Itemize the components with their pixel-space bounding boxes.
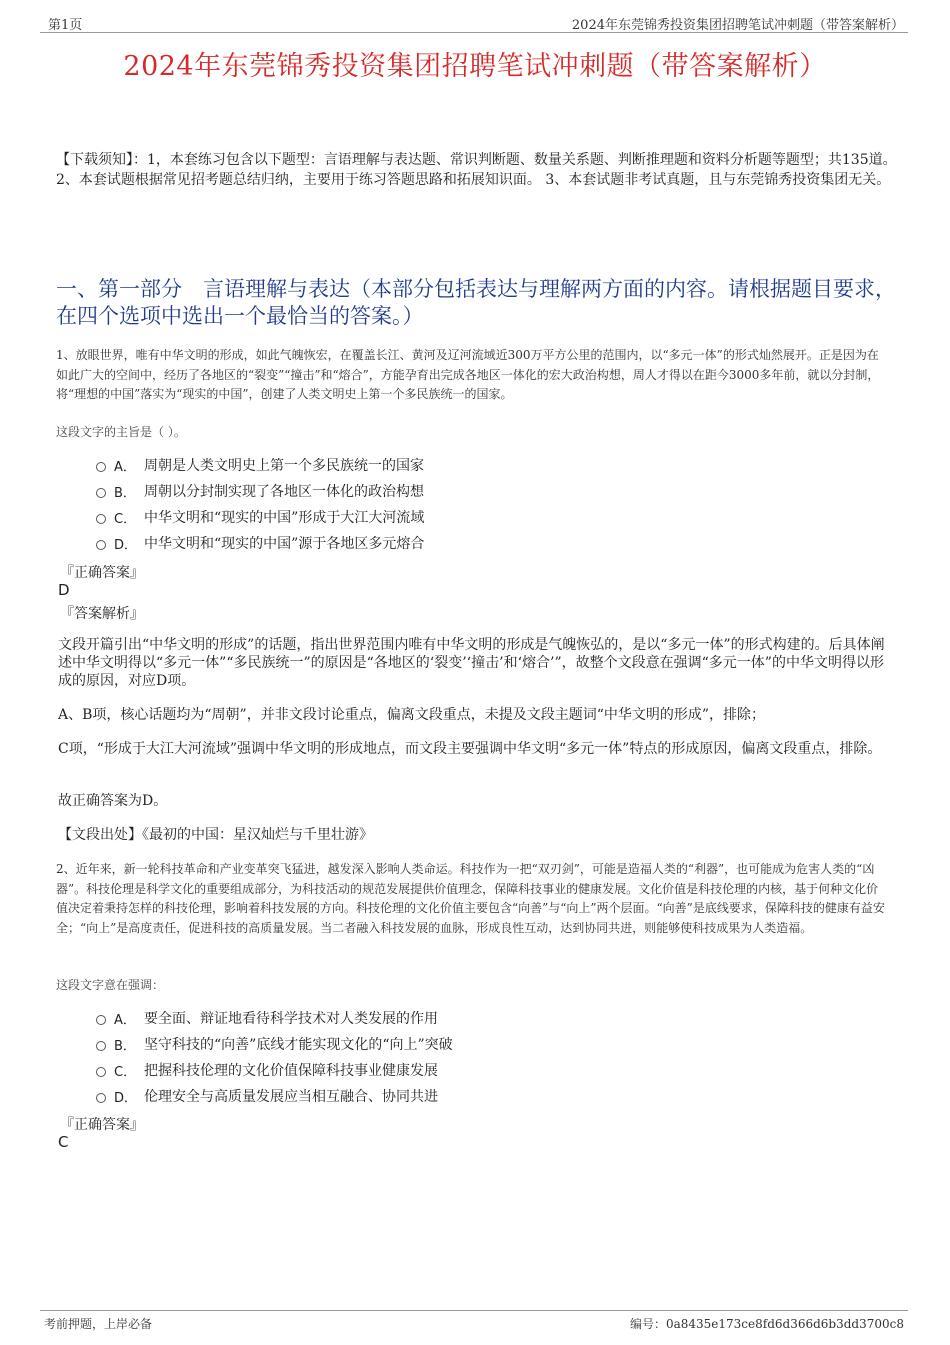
question-2-options <box>96 1005 453 1109</box>
answer-value: C <box>58 1133 69 1151</box>
analysis-conclusion: 故正确答案为D。 <box>58 793 168 809</box>
answer-value: D <box>58 581 70 599</box>
option-d[interactable]: D． 中华文明和“现实的中国”源于各地区多元熔合 <box>96 530 424 556</box>
document-title: 2024年东莞锦秀投资集团招聘笔试冲刺题（带答案解析） <box>123 51 827 82</box>
question-1-stem: 这段文字的主旨是（ ）。 <box>56 425 186 439</box>
option-a[interactable]: A． 要全面、辩证地看待科学技术对人类发展的作用 <box>96 1005 453 1031</box>
question-1-text: 1、放眼世界，唯有中华文明的形成，如此气魄恢宏，在覆盖长江、黄河及辽河流域近300万平方公里的范围内，以“多元一体”的形式灿然展开。正是因为在如此广大的空间中，经历了各地区的“裂变”“撞击”和“熔合”，方能孕育出完成各地区一体化的宏大政治构想，周人才得以在距今3000多年前，就以分封制，将“理想的中国”落实为“现实的中国”，创建了人类文明史上第一个多民族统一的国家。 <box>56 348 880 401</box>
radio-icon[interactable] <box>96 462 106 472</box>
analysis-paragraph: C项，“形成于大江大河流域”强调中华文明的形成地点，而文段主要强调中华文明“多元一体”特点的形成原因，偏离文段重点，排除。 <box>58 741 882 757</box>
analysis-paragraph: 文段开篇引出“中华文明的形成”的话题，指出世界范围内唯有中华文明的形成是气魄恢弘的，是以“多元一体”的形式构建的。后具体阐述中华文明得以“多元一体”“多民族统一”的原因是“各地区的‘裂变’‘撞击’和‘熔合’”，故整个文段意在强调“多元一体”的中华文明得以形成的原因，对应D项。 <box>58 637 885 689</box>
answer-label: 『正确答案』 <box>60 565 144 581</box>
radio-icon[interactable] <box>96 514 106 524</box>
radio-icon[interactable] <box>96 540 106 550</box>
footer-slogan: 考前押题，上岸必备 <box>44 1317 153 1331</box>
text-source: 【文段出处】《最初的中国：星汉灿烂与千里壮游》 <box>58 827 373 843</box>
radio-icon[interactable] <box>96 1015 106 1025</box>
option-b[interactable]: B． 周朝以分封制实现了各地区一体化的政治构想 <box>96 478 424 504</box>
option-c[interactable]: C． 中华文明和“现实的中国”形成于大江大河流域 <box>96 504 424 530</box>
radio-icon[interactable] <box>96 1067 106 1077</box>
option-a[interactable]: A． 周朝是人类文明史上第一个多民族统一的国家 <box>96 452 424 478</box>
header-doc-title: 2024年东莞锦秀投资集团招聘笔试冲刺题（带答案解析） <box>571 18 904 33</box>
analysis-paragraph: A、B项，核心话题均为“周朝”，并非文段讨论重点，偏离文段重点，未提及文段主题词“中华文明的形成”，排除； <box>58 707 766 723</box>
analysis-label: 『答案解析』 <box>60 606 144 622</box>
option-c[interactable]: C． 把握科技伦理的文化价值保障科技事业健康发展 <box>96 1057 453 1083</box>
option-b[interactable]: B． 坚守科技的“向善”底线才能实现文化的“向上”突破 <box>96 1031 453 1057</box>
answer-label: 『正确答案』 <box>60 1117 144 1133</box>
option-d[interactable]: D． 伦理安全与高质量发展应当相互融合、协同共进 <box>96 1083 453 1109</box>
download-notice: 【下载须知】：1，本套练习包含以下题型：言语理解与表达题、常识判断题、数量关系题、判断推理题和资料分析题等题型；共135道。 2、本套试题根据常见招考题总结归纳，主要用于练习答题思路和拓展知识面。 3、本套试题非考试真题，且与东莞锦秀投资集团无关。 <box>56 152 897 188</box>
question-2-text: 2、近年来，新一轮科技革命和产业变革突飞猛进，越发深入影响人类命运。科技作为一把“双刃剑”，可能是造福人类的“利器”，也可能成为危害人类的“凶器”。科技伦理是科学文化的重要组成部分，为科技活动的规范发展提供价值理念，保障科技事业的健康发展。文化价值是科技伦理的内核，基于何种文化价值决定着秉持怎样的科技伦理，影响着科技发展的方向。科技伦理的文化价值主要包含“向善”与“向上”两个层面。“向善”是底线要求，保障科技的健康有益安全；“向上”是高度责任，促进科技的高质量发展。当二者融入科技发展的血脉，形成良性互动，达到协同共进，则能够使科技成果为人类造福。 <box>56 862 885 935</box>
page-number: 第1页 <box>48 18 83 33</box>
page-header <box>40 12 908 33</box>
question-2-stem: 这段文字意在强调： <box>56 978 165 992</box>
footer-serial: 编号：0a8435e173ce8fd6d366d6b3dd3700c8 <box>629 1317 904 1331</box>
radio-icon[interactable] <box>96 1041 106 1051</box>
question-1-options <box>96 452 424 556</box>
radio-icon[interactable] <box>96 1093 106 1103</box>
section-heading: 一、第一部分 言语理解与表达（本部分包括表达与理解两方面的内容。请根据题目要求，在四个选项中选出一个最恰当的答案。） <box>56 277 896 328</box>
page-footer <box>40 1310 908 1333</box>
radio-icon[interactable] <box>96 488 106 498</box>
